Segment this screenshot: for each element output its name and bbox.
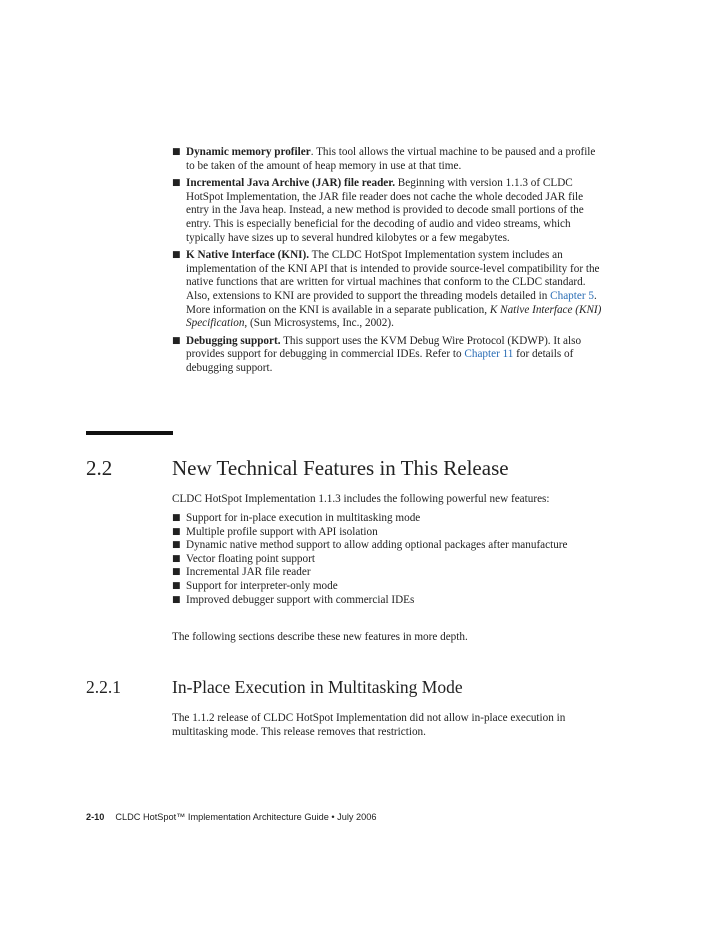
list-item: ■ Debugging support. This support uses the KVM Debug Wire Protocol (KDWP). It also provides support for debugging in commercial IDEs. Refer to Chapter 11 for details of debugging support. [172,335,606,376]
section-intro: CLDC HotSpot Implementation 1.1.3 includes the following powerful new features: [172,493,550,505]
subsection-body: The 1.1.2 release of CLDC HotSpot Implementation did not allow in-place execution in multitasking mode. This release removes that restriction. [172,712,566,738]
list-item: ■ Incremental Java Archive (JAR) file reader. Beginning with version 1.1.3 of CLDC HotSpot Implementation, the JAR file reader does not cache the whole decoded JAR file entry in the Java heap. Instead, a new method is provided to decode small portions of the entry. This is especially beneficial for the decoding of audio and video streams, which typically have sizes up to several hundred kilobytes or a few megabytes. [172,177,606,245]
list-item: ■ Multiple profile support with API isolation [172,526,606,540]
list-item: ■ Dynamic native method support to allow adding optional packages after manufacture [172,539,606,553]
list-item: ■ Support for in-place execution in multitasking mode [172,512,606,526]
page-footer [86,812,377,822]
list-item: ■ Incremental JAR file reader [172,566,606,580]
term: K Native Interface (KNI). [186,249,310,262]
new-features-list [172,512,606,607]
footer-text: CLDC HotSpot™ Implementation Architecture Guide • July 2006 [115,812,377,822]
section-outro: The following sections describe these new features in more depth. [172,631,468,643]
publication-title: K Native Interface (KNI) Specification [186,303,602,330]
list-item: ■ Support for interpreter-only mode [172,580,606,594]
list-item: ■ Vector floating point support [172,553,606,567]
chapter-11-link[interactable]: Chapter 11 [464,348,514,361]
subsection-number: 2.2.1 [86,677,121,697]
subsection-title: In-Place Execution in Multitasking Mode [172,677,463,697]
feature-list [172,146,606,380]
term: Dynamic memory profiler [186,146,311,158]
chapter-5-link[interactable]: Chapter 5 [550,289,594,302]
list-item: ■ Dynamic memory profiler. This tool allows the virtual machine to be paused and a profile to be taken of the amount of heap memory in use at that time. [172,146,606,173]
list-item: ■ K Native Interface (KNI). The CLDC HotSpot Implementation system includes an implementation of the KNI API that is intended to provide source-level compatibility for the native functions that are written for virtual machines that conform to the CLDC standard. Also, extensions to KNI are provided to support the threading models detailed in Chapter 5. More information on the KNI is available in a separate publication, K Native Interface (KNI) Specification, (Sun Microsystems, Inc., 2002). [172,249,606,331]
page-number: 2-10 [86,812,105,822]
section-number: 2.2 [86,456,113,480]
section-rule [86,431,173,435]
list-item: ■ Improved debugger support with commercial IDEs [172,594,606,608]
term: Incremental Java Archive (JAR) file reader. [186,177,395,190]
section-title: New Technical Features in This Release [172,456,509,480]
term: Debugging support. [186,334,281,347]
